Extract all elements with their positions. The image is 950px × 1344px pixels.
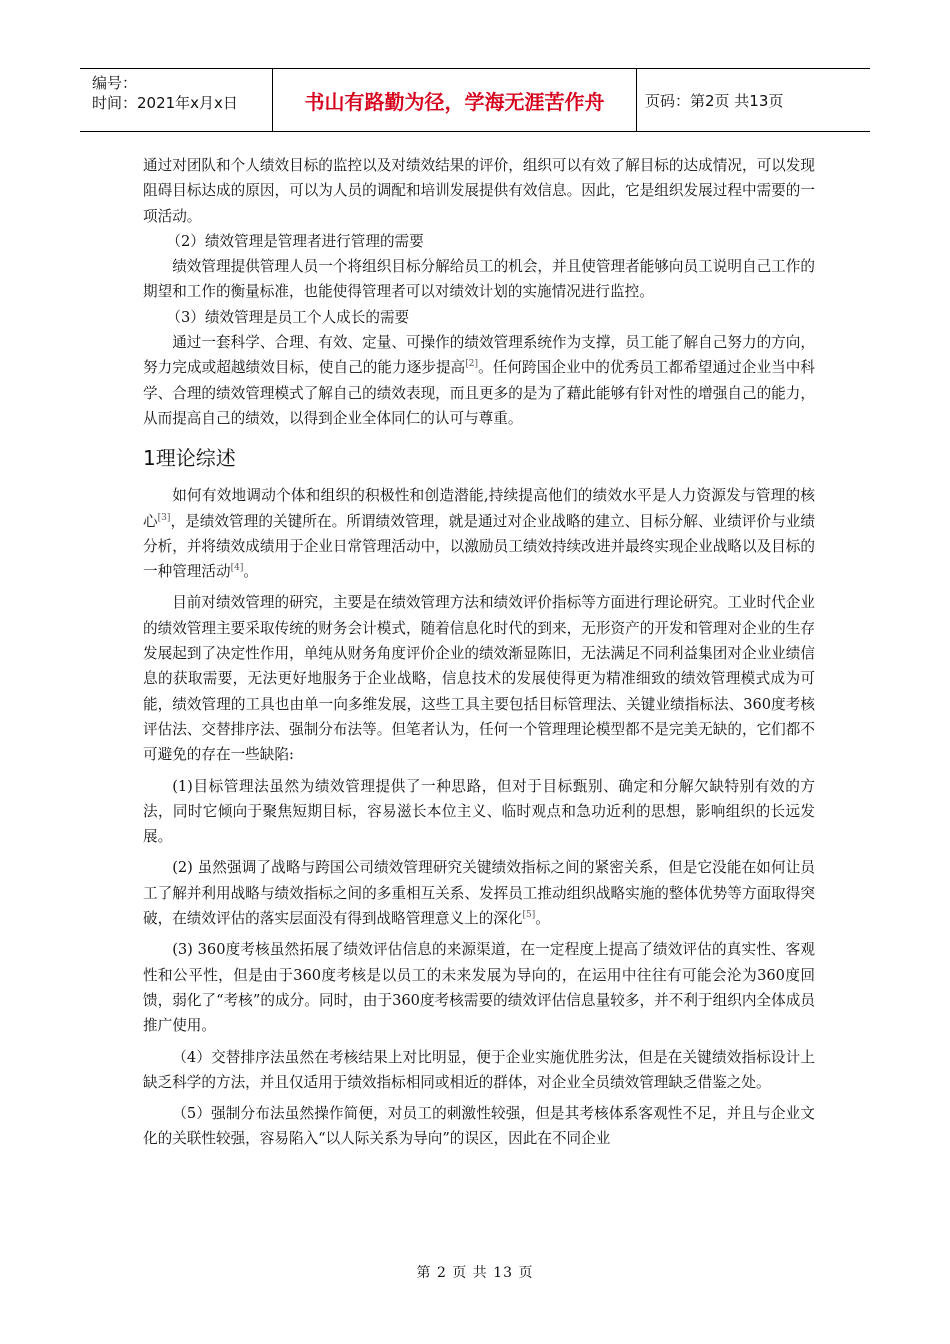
list-item (143, 855, 815, 931)
subheading: （2）绩效管理是管理者进行管理的需要 (166, 232, 424, 250)
paragraph (143, 483, 815, 584)
paragraph: 目前对绩效管理的研究，主要是在绩效管理方法和绩效评价指标等方面进行理论研究。工业时代企业的绩效管理主要采取传统的财务会计模式，随着信息化时代的到来，无形资产的开发和管理对企业的生存发展起到了决定性作用，单纯从财务角度评价企业的绩效渐显陈旧，无法满足不同利益集团对企业业绩信息的获取需要，无法更好地服务于企业战略，信息技术的发展使得更为精准细致的绩效管理模式成为可能，绩效管理的工具也由单一向多维发展，这些工具主要包括目标管理法、关键业绩指标法、360度考核评估法、交替排序法、强制分布法等。但笔者认为，任何一个管理理论模型都不是完美无缺的，它们都不可避免的存在一些缺陷: (143, 594, 815, 764)
page-footer: 第 2 页 共 13 页 (416, 1265, 534, 1281)
document-number-label: 编号： (92, 74, 138, 92)
document-date: 时间：2021年x月x日 (92, 94, 238, 112)
paragraph: 绩效管理提供管理人员一个将组织目标分解给员工的机会，并且使管理者能够向员工说明自己工作的期望和工作的衡量标准，也能使得管理者可以对绩效计划的实施情况进行监控。 (143, 258, 815, 301)
document-body (143, 153, 815, 1152)
paragraph-text: 。任何跨国企业中的优秀员工都希望通过企业当中科学、合理的绩效管理模式了解自己的绩效表现，而且更多的是为了藉此能够有针对性的增强自己的能力，从而提高自己的绩效，以得到企业全体同仁的认可与尊重。 (143, 359, 815, 427)
header-meta (80, 69, 273, 131)
subheading: （3）绩效管理是员工个人成长的需要 (166, 308, 410, 326)
citation-ref: [5] (522, 910, 536, 921)
section-title: 1理论综述 (143, 446, 236, 471)
paragraph-text: 通过一套科学、合理、有效、定量、可操作的绩效管理系统作为支撑，员工能了解自己努力的方向，努力完成或超越绩效目标，使自己的能力逐步提高 (143, 334, 815, 377)
list-item: (3) 360度考核虽然拓展了绩效评估信息的来源渠道，在一定程度上提高了绩效评估的真实性、客观性和公平性，但是由于360度考核是以员工的未来发展为导向的，在运用中往往有可能会沦为360度回馈，弱化了“考核”的成分。同时，由于360度考核需要的绩效评估信息量较多，并不利于组织内全体成员推广使用。 (143, 941, 815, 1035)
paragraph (143, 330, 815, 431)
list-item: (1)目标管理法虽然为绩效管理提供了一种思路，但对于目标甄别、确定和分解欠缺特别有效的方法，同时它倾向于聚焦短期目标，容易滋长本位主义、临时观点和急功近利的思想，影响组织的长远发展。 (143, 777, 815, 846)
paragraph-text: 如何有效地调动个体和组织的积极性和创造潜能,持续提高他们的绩效水平是人力资源发与管理的核心 (143, 487, 815, 530)
paragraph-text: ，是绩效管理的关键所在。所谓绩效管理，就是通过对企业战略的建立、目标分解、业绩评价与业绩分析，并将绩效成绩用于企业日常管理活动中，以激励员工绩效持续改进并最终实现企业战略以及目标的一种管理活动 (143, 512, 815, 581)
paragraph: 通过对团队和个人绩效目标的监控以及对绩效结果的评价，组织可以有效了解目标的达成情况，可以发现阻碍目标达成的原因，可以为人员的调配和培训发展提供有效信息。因此，它是组织发展过程中需要的一项活动。 (143, 157, 815, 225)
list-item: （4）交替排序法虽然在考核结果上对比明显，便于企业实施优胜劣汰，但是在关键绩效指标设计上缺乏科学的方法，并且仅适用于绩效指标相同或相近的群体，对企业全员绩效管理缺乏借鉴之处。 (143, 1048, 815, 1091)
page-header (80, 68, 870, 132)
citation-ref: [4] (230, 563, 244, 574)
list-item-text: (2) 虽然强调了战略与跨国公司绩效管理研究关键绩效指标之间的紧密关系，但是它没能在如何让员工了解并利用战略与绩效指标之间的多重相互关系、发挥员工推动组织战略实施的整体优势等方面取得突破，在绩效评估的落实层面没有得到战略管理意义上的深化 (143, 859, 815, 928)
citation-ref: [3] (157, 512, 171, 523)
citation-ref: [2] (465, 359, 479, 370)
header-motto: 书山有路勤为径，学海无涯苦作舟 (273, 69, 637, 131)
list-item: （5）强制分布法虽然操作简便，对员工的刺激性较强，但是其考核体系客观性不足，并且与企业文化的关联性较强，容易陷入“以人际关系为导向”的误区，因此在不同企业 (143, 1105, 815, 1148)
paragraph-text: 。 (243, 563, 258, 581)
header-page-code: 页码：第2页 共13页 (645, 91, 784, 110)
list-item-text: 。 (535, 910, 550, 928)
